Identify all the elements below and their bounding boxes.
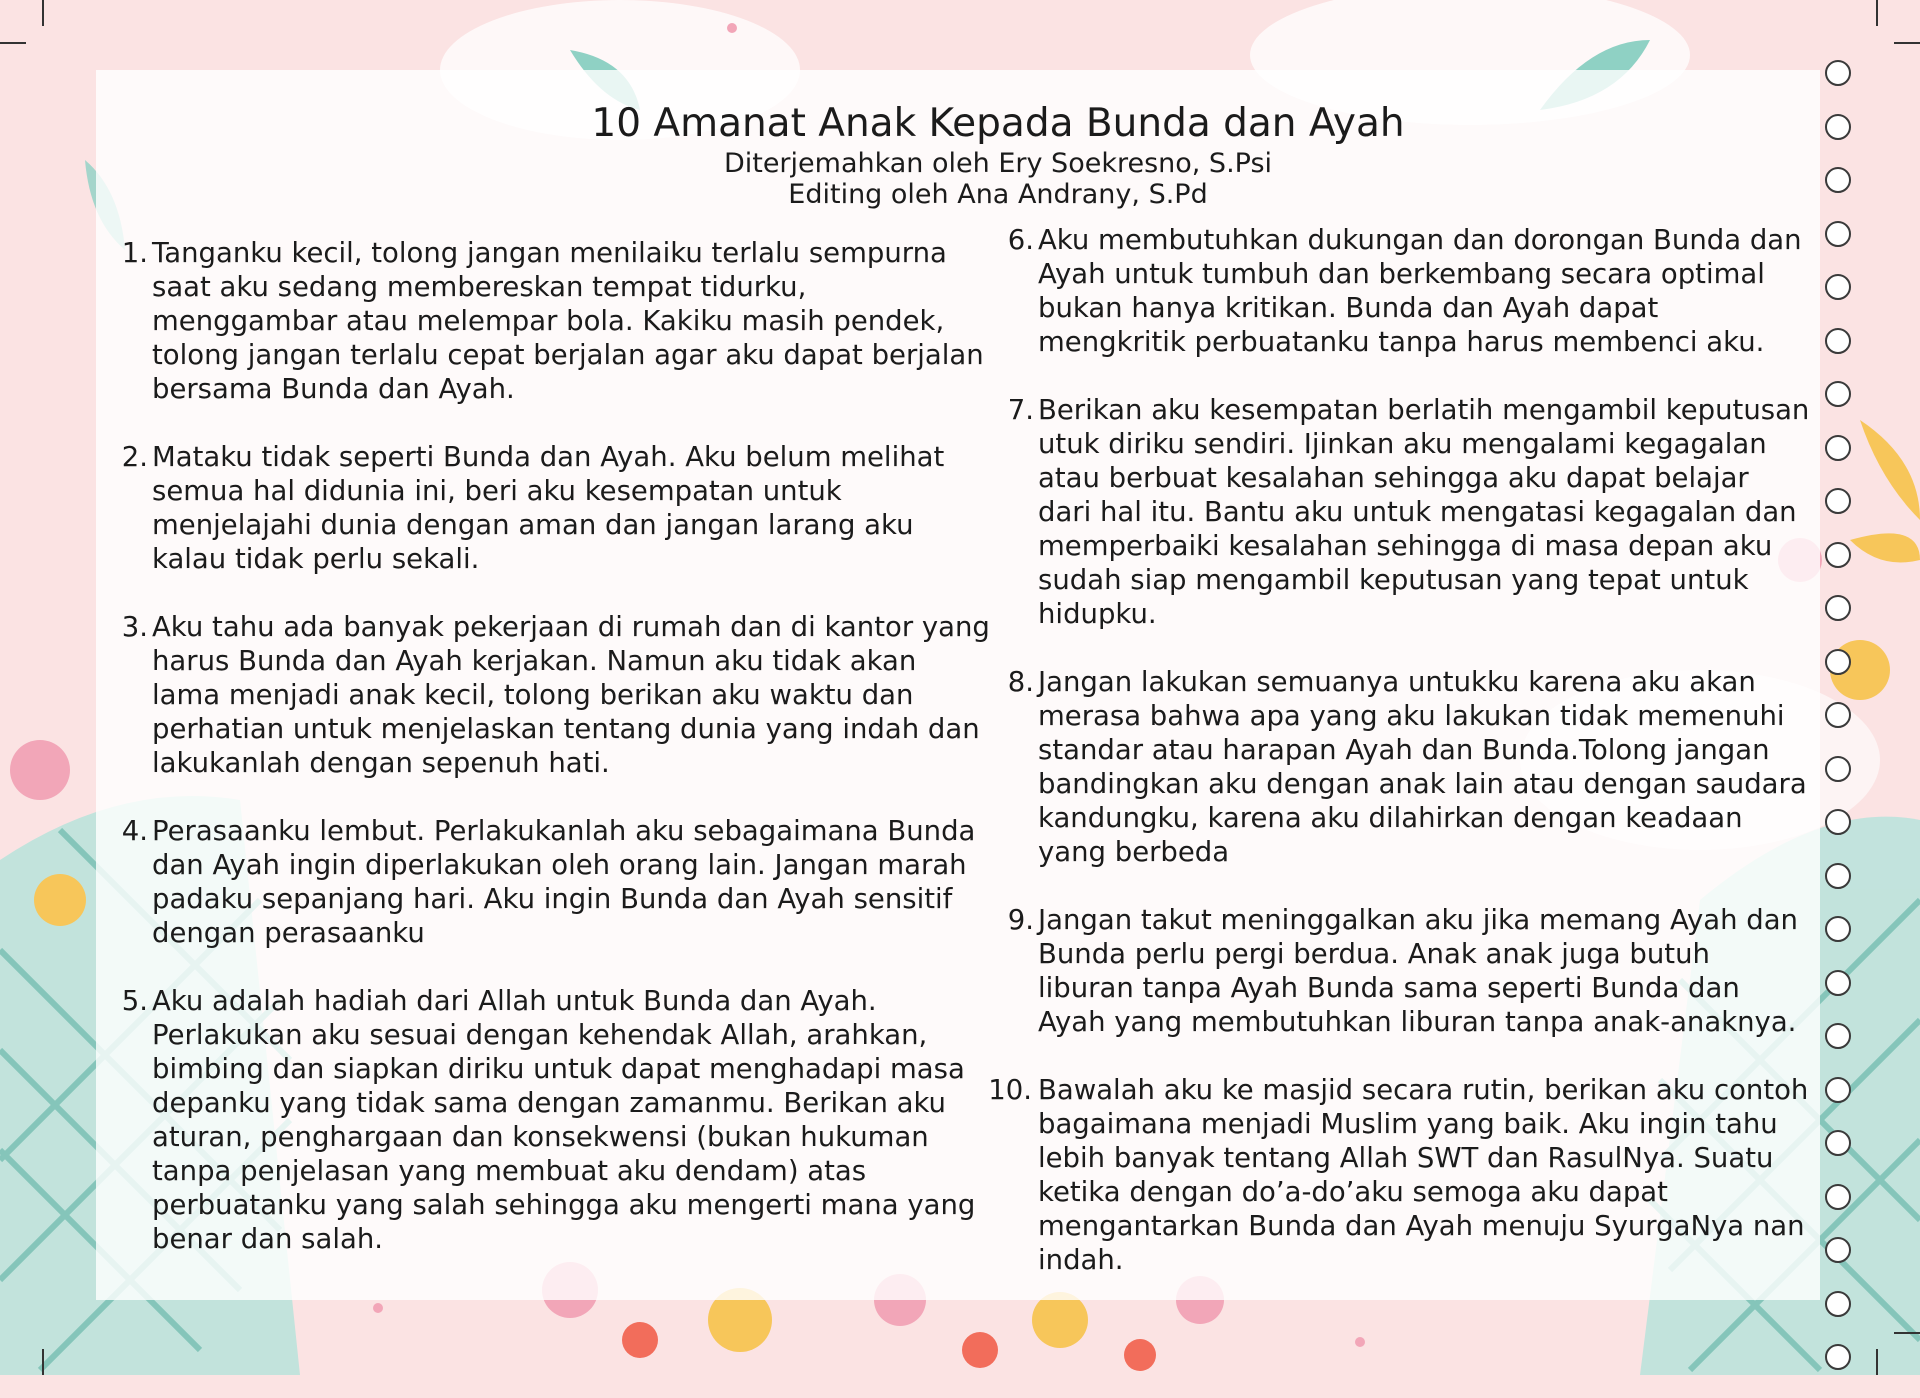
binder-ring-icon (1825, 1344, 1851, 1370)
binder-ring-icon (1825, 435, 1851, 461)
crop-mark-top-left (42, 0, 44, 26)
item-number: 10. (988, 1074, 1032, 1106)
list-item (112, 610, 992, 780)
binder-ring-icon (1825, 756, 1851, 782)
binder-ring-icon (1825, 221, 1851, 247)
item-text: Aku tahu ada banyak pekerjaan di rumah dan di kantor yang harus Bunda dan Ayah kerjakan. Namun aku tidak akan lama menjadi anak kecil, tolong berikan aku waktu dan perhatian untuk menjelaskan tentang dunia yang indah dan lakukanlah dengan sepenuh hati. (152, 611, 990, 779)
crop-mark-bottom-right-h (1894, 1332, 1920, 1334)
left-column (112, 236, 992, 1290)
item-number: 9. (1007, 904, 1034, 936)
binder-ring-icon (1825, 1237, 1851, 1263)
binder-ring-icon (1825, 702, 1851, 728)
item-text: Aku adalah hadiah dari Allah untuk Bunda dan Ayah. Perlakukan aku sesuai dengan kehendak Allah, arahkan, bimbing dan siapkan diriku untuk dapat menghadapi masa depanku yang tidak sama dengan zamanmu. Berikan aku aturan, penghargaan dan konsekwensi (bukan hukuman tanpa penjelasan yang membuat aku dendam) atas perbuatanku yang salah sehingga aku mengerti mana yang benar dan salah. (152, 985, 976, 1255)
list-item (1000, 223, 1810, 359)
binder-ring-icon (1825, 1184, 1851, 1210)
page-title: 10 Amanat Anak Kepada Bunda dan Ayah (591, 101, 1405, 146)
list-item (1000, 665, 1810, 869)
translator-credit: Diterjemahkan oleh Ery Soekresno, S.Psi (723, 148, 1273, 179)
header (96, 100, 1900, 210)
binder-ring-icon (1825, 595, 1851, 621)
item-number: 3. (121, 611, 148, 643)
item-text: Mataku tidak seperti Bunda dan Ayah. Aku belum melihat semua hal didunia ini, beri aku kesempatan untuk menjelajahi dunia dengan aman dan jangan larang aku kalau tidak perlu sekali. (152, 441, 945, 575)
binder-ring-icon (1825, 1077, 1851, 1103)
binder-ring-icon (1825, 1023, 1851, 1049)
item-number: 8. (1007, 666, 1034, 698)
binder-ring-icon (1825, 649, 1851, 675)
item-text: Berikan aku kesempatan berlatih mengambil keputusan utuk diriku sendiri. Ijinkan aku mengalami kegagalan atau berbuat kesalahan sehingga aku dapat belajar dari hal itu. Bantu aku untuk mengatasi kegagalan dan memperbaiki kesalahan sehingga di masa depan aku sudah siap mengambil keputusan yang tepat untuk hidupku. (1038, 394, 1810, 630)
binder-ring-icon (1825, 274, 1851, 300)
item-number: 2. (121, 441, 148, 473)
binder-ring-icon (1825, 1291, 1851, 1317)
list-item (112, 814, 992, 950)
crop-mark-bottom-left (42, 1349, 44, 1375)
binder-ring-icon (1825, 381, 1851, 407)
binder-ring-icon (1825, 916, 1851, 942)
list-item (112, 440, 992, 576)
item-number: 5. (121, 985, 148, 1017)
binder-ring-icon (1825, 60, 1851, 86)
item-number: 1. (121, 237, 148, 269)
binder-ring-icon (1825, 488, 1851, 514)
item-text: Aku membutuhkan dukungan dan dorongan Bunda dan Ayah untuk tumbuh dan berkembang secara optimal bukan hanya kritikan. Bunda dan Ayah dapat mengkritik perbuatanku tanpa harus membenci aku. (1038, 224, 1802, 358)
list-item (112, 236, 992, 406)
list-item (1000, 903, 1810, 1039)
binder-ring-icon (1825, 809, 1851, 835)
crop-mark-bottom-right (1876, 1349, 1878, 1375)
item-number: 4. (121, 815, 148, 847)
crop-mark-top-right (1876, 0, 1878, 26)
list-item (988, 1073, 1810, 1277)
right-column (988, 223, 1810, 1311)
crop-mark-top-left-h (0, 42, 26, 44)
binder-rings (1825, 60, 1855, 1398)
list-item (112, 984, 992, 1256)
item-text: Jangan lakukan semuanya untukku karena aku akan merasa bahwa apa yang aku lakukan tidak memenuhi standar atau harapan Ayah dan Bunda.Tolong jangan bandingkan aku dengan anak lain atau dengan saudara kandungku, karena aku dilahirkan dengan keadaan yang berbeda (1038, 666, 1807, 868)
item-number: 6. (1007, 224, 1034, 256)
binder-ring-icon (1825, 114, 1851, 140)
item-text: Tanganku kecil, tolong jangan menilaiku terlalu sempurna saat aku sedang membereskan tempat tidurku, menggambar atau melempar bola. Kakiku masih pendek, tolong jangan terlalu cepat berjalan agar aku dapat berjalan bersama Bunda dan Ayah. (152, 237, 984, 405)
binder-ring-icon (1825, 328, 1851, 354)
item-number: 7. (1007, 394, 1034, 426)
list-item (1000, 393, 1810, 631)
binder-ring-icon (1825, 970, 1851, 996)
crop-mark-top-right-h (1894, 42, 1920, 44)
binder-ring-icon (1825, 1130, 1851, 1156)
binder-ring-icon (1825, 542, 1851, 568)
binder-ring-icon (1825, 167, 1851, 193)
item-text: Jangan takut meninggalkan aku jika memang Ayah dan Bunda perlu pergi berdua. Anak anak juga butuh liburan tanpa Ayah Bunda sama seperti Bunda dan Ayah yang membutuhkan liburan tanpa anak-anaknya. (1038, 904, 1798, 1038)
item-text: Bawalah aku ke masjid secara rutin, berikan aku contoh bagaimana menjadi Muslim yang baik. Aku ingin tahu lebih banyak tentang Allah SWT dan RasulNya. Suatu ketika dengan do’a-do’aku semoga aku dapat mengantarkan Bunda dan Ayah menuju SyurgaNya nan indah. (1038, 1074, 1809, 1276)
binder-ring-icon (1825, 863, 1851, 889)
editor-credit: Editing oleh Ana Andrany, S.Pd (788, 179, 1208, 210)
item-text: Perasaanku lembut. Perlakukanlah aku sebagaimana Bunda dan Ayah ingin diperlakukan oleh orang lain. Jangan marah padaku sepanjang hari. Aku ingin Bunda dan Ayah sensitif dengan perasaanku (152, 815, 976, 949)
